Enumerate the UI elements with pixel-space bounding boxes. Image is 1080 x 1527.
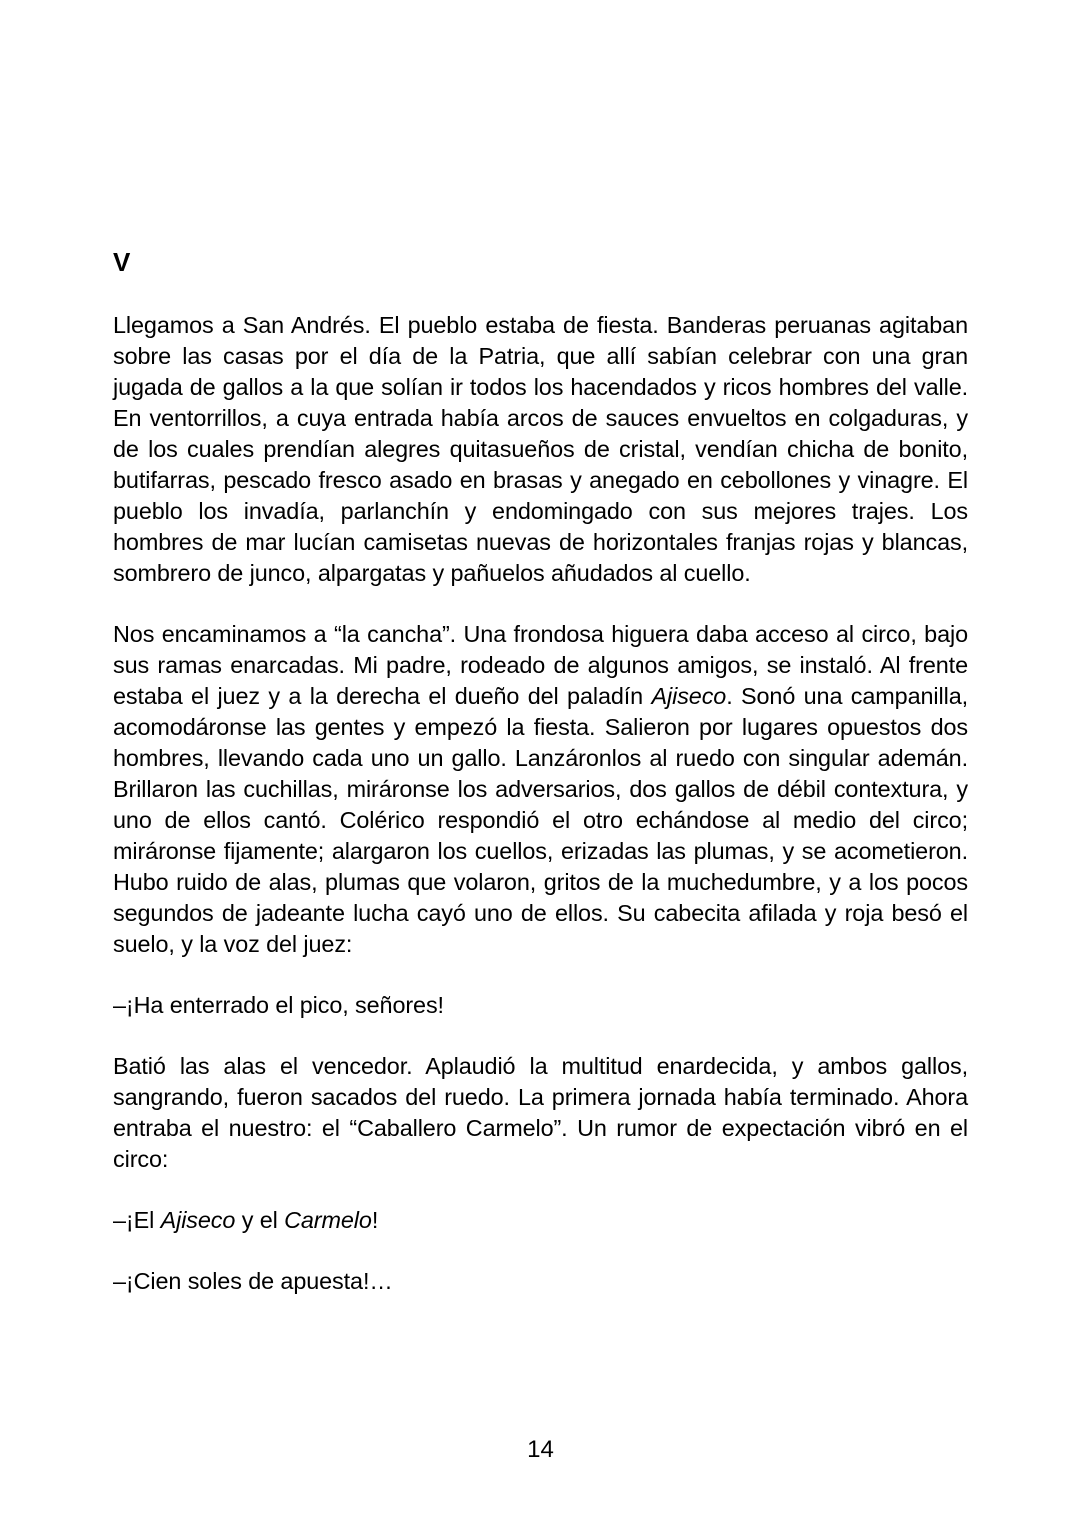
text-segment: Llegamos a San Andrés. El pueblo estaba de fiesta. Banderas peruanas agitaban sobre las casas por el día de la Patria, que allí sabían celebrar con una gran jugada de gallos a la que solían ir todos los hacendados y ricos hombres del valle. En ventorrillos, a cuya entrada había arcos de sauces envueltos en colgaduras, y de los cuales prendían alegres quitasueños de cristal, vendían chicha de bonito, butifarras, pescado fresco asado en brasas y anegado en cebollones y vinagre. El pueblo los invadía, parlanchín y endomingado con sus mejores trajes. Los hombres de mar lucían camisetas nuevas de horizontales franjas rojas y blancas, sombrero de junco, alpargatas y pañuelos añudados al cuello. [113,312,968,586]
chapter-heading: V [113,247,131,277]
body-text [113,310,968,1327]
text-segment: –¡Ha enterrado el pico, señores! [113,992,444,1018]
paragraph-5-dialogue [113,1205,968,1236]
paragraph-3-dialogue [113,990,968,1021]
text-segment: –¡El [113,1207,161,1233]
italic-name-ajiseco: Ajiseco [160,1207,236,1233]
paragraph-4 [113,1051,968,1175]
paragraph-2 [113,619,968,960]
italic-name-carmelo: Carmelo [284,1207,372,1233]
text-segment: . Sonó una campanilla, acomodáronse las gentes y empezó la fiesta. Salieron por lugares opuestos dos hombres, llevando cada uno un gallo. Lanzáronlos al ruedo con singular ademán. Brillaron las cuchillas, miráronse los adversarios, dos gallos de débil contextura, y uno de ellos cantó. Colérico respondió el otro echándose al medio del circo; miráronse fijamente; alargaron los cuellos, erizadas las plumas, y se acometieron. Hubo ruido de alas, plumas que volaron, gritos de la muchedumbre, y a los pocos segundos de jadeante lucha cayó uno de ellos. Su cabecita afilada y roja besó el suelo, y la voz del juez: [113,683,968,957]
text-segment: –¡Cien soles de apuesta!… [113,1268,393,1294]
italic-name-ajiseco: Ajiseco [651,683,727,709]
text-segment: Nos encaminamos a “la cancha”. Una frondosa higuera daba acceso al circo, bajo sus ramas enarcadas. Mi padre, rodeado de algunos amigos, se instaló. Al frente estaba el juez y a la derecha el dueño del paladín [113,621,968,709]
paragraph-1 [113,310,968,589]
page-number: 14 [527,1436,554,1463]
text-segment: ! [371,1207,379,1233]
paragraph-6-dialogue [113,1266,968,1297]
text-segment: y el [235,1207,285,1233]
text-segment: Batió las alas el vencedor. Aplaudió la multitud enardecida, y ambos gallos, sangrando, fueron sacados del ruedo. La primera jornada había terminado. Ahora entraba el nuestro: el “Caballero Carmelo”. Un rumor de expectación vibró en el circo: [113,1053,968,1172]
